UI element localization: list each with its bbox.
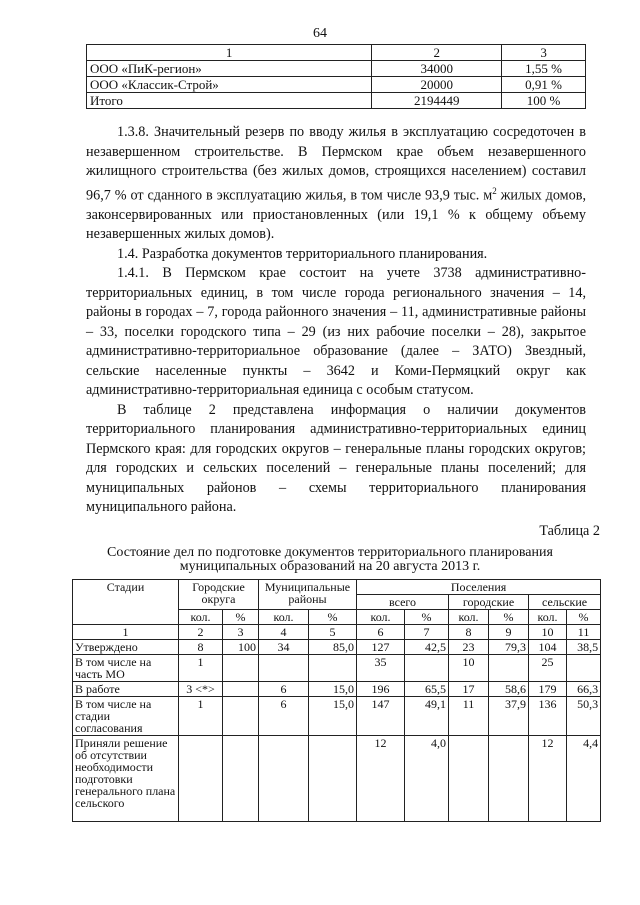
stage-label: В том числе на стадии согласования — [73, 697, 179, 736]
table-label: Таблица 2 — [539, 523, 600, 539]
column-number: 6 — [357, 625, 405, 640]
column-number: 1 — [73, 625, 179, 640]
planning-status-table — [72, 579, 601, 822]
page-number: 64 — [313, 26, 327, 41]
stage-label: В работе — [73, 682, 179, 697]
header-percent: % — [405, 610, 449, 625]
financing-table — [86, 44, 586, 109]
count-cell: 12 — [357, 736, 405, 822]
company-share: 100 % — [502, 93, 586, 109]
company-name: Итого — [87, 93, 372, 109]
percent-cell: 79,3 — [489, 640, 529, 655]
column-number: 10 — [529, 625, 567, 640]
percent-cell: 66,3 — [567, 682, 601, 697]
header-rural: сельские — [529, 595, 601, 610]
column-number: 2 — [372, 45, 502, 61]
count-cell: 34 — [259, 640, 309, 655]
stage-label: В том числе на часть МО — [73, 655, 179, 682]
paragraph-1-3-8 — [86, 123, 586, 245]
percent-cell — [223, 697, 259, 736]
count-cell: 196 — [357, 682, 405, 697]
column-number: 3 — [502, 45, 586, 61]
table-title-line: муниципальных образований на 20 августа 2013 г. — [179, 559, 481, 574]
percent-cell — [489, 655, 529, 682]
paragraph-table-intro: В таблице 2 представлена информация о наличии документов территориального планирования административно-территориальных единиц Пермского края: для городских округов – генеральные планы городских округов; для городских и сельских поселений – генеральные планы поселений; для муниципальных районов – схемы территориального планирования муниципального района. — [86, 401, 586, 516]
paragraph-text: 1.3.8. Значительный резерв по вводу жилья в эксплуатацию сосредоточен в незавершенном строительстве. В Пермском крае объем незавершенного жилищного строительства (без жилых домов, строящихся населением) составил 96,7 % от сданного в эксплуатацию жилья, в том числе 93,9 тыс. м — [86, 124, 586, 204]
column-number: 3 — [223, 625, 259, 640]
company-value: 34000 — [372, 61, 502, 77]
count-cell: 23 — [449, 640, 489, 655]
count-cell: 8 — [179, 640, 223, 655]
count-cell: 1 — [179, 697, 223, 736]
table-title-line: Состояние дел по подготовке документов территориального планирования — [107, 545, 553, 560]
header-urban-districts: Городские округа — [179, 580, 259, 610]
header-percent: % — [223, 610, 259, 625]
company-value: 20000 — [372, 77, 502, 93]
percent-cell: 85,0 — [309, 640, 357, 655]
count-cell: 6 — [259, 697, 309, 736]
percent-cell: 15,0 — [309, 682, 357, 697]
percent-cell: 4,4 — [567, 736, 601, 822]
column-number: 8 — [449, 625, 489, 640]
column-number: 9 — [489, 625, 529, 640]
percent-cell: 37,9 — [489, 697, 529, 736]
count-cell: 127 — [357, 640, 405, 655]
percent-cell — [405, 655, 449, 682]
count-cell: 35 — [357, 655, 405, 682]
header-count: кол. — [357, 610, 405, 625]
count-cell: 136 — [529, 697, 567, 736]
company-name: ООО «ПиК-регион» — [87, 61, 372, 77]
header-row — [73, 580, 601, 595]
column-number: 7 — [405, 625, 449, 640]
header-count: кол. — [259, 610, 309, 625]
percent-cell — [223, 655, 259, 682]
table-row — [73, 682, 601, 697]
table-row — [73, 655, 601, 682]
count-cell — [179, 736, 223, 822]
count-cell — [259, 736, 309, 822]
stage-label: Утверждено — [73, 640, 179, 655]
column-number: 5 — [309, 625, 357, 640]
header-count: кол. — [179, 610, 223, 625]
table-title — [60, 546, 600, 574]
table-row — [73, 736, 601, 822]
header-settlements: Поселения — [357, 580, 601, 595]
column-number: 11 — [567, 625, 601, 640]
company-share: 0,91 % — [502, 77, 586, 93]
percent-cell: 100 — [223, 640, 259, 655]
count-cell: 104 — [529, 640, 567, 655]
count-cell — [449, 736, 489, 822]
count-cell — [259, 655, 309, 682]
count-cell: 25 — [529, 655, 567, 682]
header-municipal-districts: Муниципальные районы — [259, 580, 357, 610]
count-cell: 179 — [529, 682, 567, 697]
count-cell: 17 — [449, 682, 489, 697]
paragraph-1-4: 1.4. Разработка документов территориального планирования. — [117, 245, 488, 262]
percent-cell: 65,5 — [405, 682, 449, 697]
column-number: 2 — [179, 625, 223, 640]
table-header-row — [87, 45, 586, 61]
header-count: кол. — [529, 610, 567, 625]
header-total: всего — [357, 595, 449, 610]
header-count: кол. — [449, 610, 489, 625]
percent-cell — [489, 736, 529, 822]
table-row — [73, 697, 601, 736]
percent-cell: 58,6 — [489, 682, 529, 697]
percent-cell: 38,5 — [567, 640, 601, 655]
header-percent: % — [567, 610, 601, 625]
superscript: 2 — [492, 185, 497, 196]
company-value: 2194449 — [372, 93, 502, 109]
percent-cell — [223, 736, 259, 822]
table-row — [87, 61, 586, 77]
company-name: ООО «Классик-Строй» — [87, 77, 372, 93]
company-share: 1,55 % — [502, 61, 586, 77]
percent-cell — [567, 655, 601, 682]
percent-cell: 42,5 — [405, 640, 449, 655]
column-number-row — [73, 625, 601, 640]
count-cell: 147 — [357, 697, 405, 736]
count-cell: 6 — [259, 682, 309, 697]
count-cell: 1 — [179, 655, 223, 682]
stage-label: Приняли решение об отсутствии необходимости подготовки генерального плана сельского — [73, 736, 179, 822]
body-text — [86, 123, 586, 518]
table-row — [87, 93, 586, 109]
count-cell: 3 <*> — [179, 682, 223, 697]
percent-cell: 4,0 — [405, 736, 449, 822]
header-percent: % — [489, 610, 529, 625]
table-row — [87, 77, 586, 93]
column-number: 1 — [87, 45, 372, 61]
percent-cell: 50,3 — [567, 697, 601, 736]
percent-cell — [223, 682, 259, 697]
count-cell: 10 — [449, 655, 489, 682]
paragraph-1-4-1: 1.4.1. В Пермском крае состоит на учете 3738 административно-территориальных единиц, в том числе города регионального значения – 14, районы в городах – 7, города районного значения – 11, административные районы – 33, поселки городского типа – 29 (из них рабочие поселки – 28), закрытое административно-территориальное образование (далее – ЗАТО) Звездный, сельские населенные пункты – 3642 и Коми-Пермяцкий округ как административно-территориальная единица с особым статусом. — [86, 265, 586, 399]
percent-cell: 15,0 — [309, 697, 357, 736]
percent-cell — [309, 736, 357, 822]
header-percent: % — [309, 610, 357, 625]
paragraph-text: жилых домов, законсервированных или приостановленных (или 19,1 % к общему объему незавершенных жилых домов). — [86, 187, 586, 243]
percent-cell — [309, 655, 357, 682]
header-urban: городские — [449, 595, 529, 610]
table-row — [73, 640, 601, 655]
column-number: 4 — [259, 625, 309, 640]
percent-cell: 49,1 — [405, 697, 449, 736]
count-cell: 12 — [529, 736, 567, 822]
count-cell: 11 — [449, 697, 489, 736]
header-stages: Стадии — [73, 580, 179, 625]
